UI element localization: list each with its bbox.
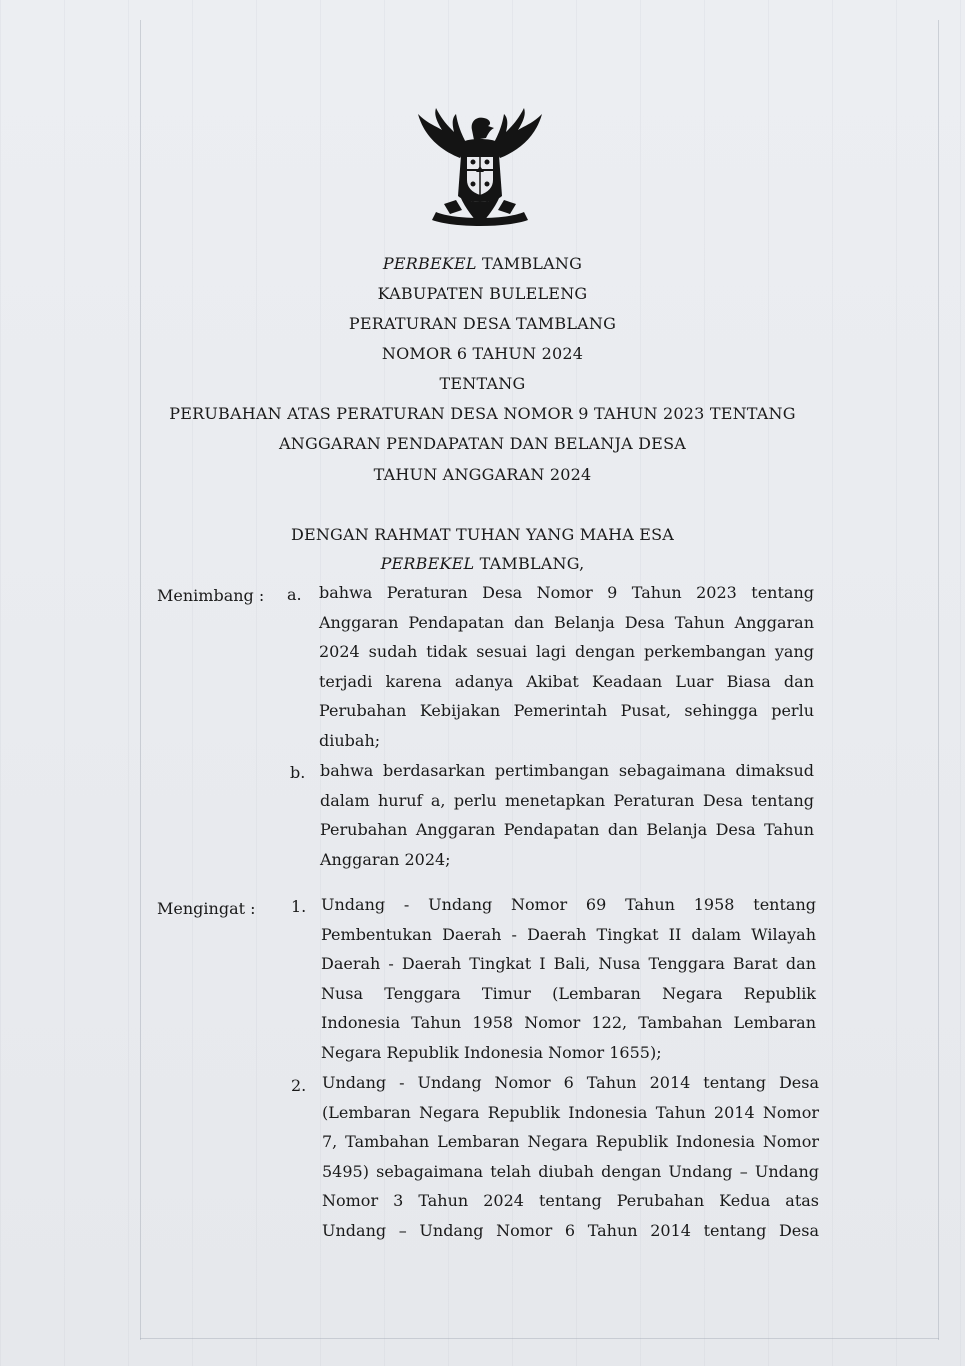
tentang-line: TENTANG <box>439 374 526 393</box>
text-line: Anggaran 2024; <box>320 849 451 869</box>
text-line: (Lembaran Negara Republik Indonesia Tahun 2014 Nomor <box>322 1102 819 1122</box>
text-line: Nusa Tenggara Timur (Lembaran Negara Republik <box>321 983 816 1003</box>
scan-margin-line <box>938 20 939 1340</box>
garuda-emblem-svg <box>410 100 550 240</box>
menimbang-marker-a: a. <box>287 585 302 604</box>
text-line: 7, Tambahan Lembaran Negara Republik Indonesia Nomor <box>322 1132 819 1152</box>
text-line: terjadi karena adanya Akibat Keadaan Luar Biasa dan <box>319 671 814 691</box>
text-line: Perubahan Kebijakan Pemerintah Pusat, sehingga perlu <box>319 701 814 721</box>
text-line: Undang - Undang Nomor 6 Tahun 2014 tentang Desa <box>322 1073 819 1092</box>
mengingat-marker-2: 2. <box>291 1076 307 1095</box>
menimbang-item-a <box>319 578 814 756</box>
mengingat-label: Mengingat : <box>157 899 256 918</box>
preamble-italic: PERBEKEL <box>380 554 475 573</box>
preamble-line-1: DENGAN RAHMAT TUHAN YANG MAHA ESA <box>290 525 675 544</box>
scan-margin-line <box>140 20 141 1340</box>
garuda-emblem-icon <box>410 100 550 240</box>
regency-line: KABUPATEN BULELENG <box>377 284 588 303</box>
issuer-rest: TAMBLANG <box>476 254 583 273</box>
regulation-type-line: PERATURAN DESA TAMBLANG <box>348 314 617 333</box>
issuer-line <box>0 254 965 273</box>
text-line: 5495) sebagaimana telah diubah dengan Undang – Undang <box>322 1161 819 1181</box>
mengingat-item-1 <box>321 890 816 1068</box>
text-line: Anggaran Pendapatan dan Belanja Desa Tahun Anggaran <box>319 612 814 632</box>
text-line: dalam huruf a, perlu menetapkan Peraturan Desa tentang <box>320 790 814 810</box>
text-line: Undang - Undang Nomor 69 Tahun 1958 tentang <box>321 895 816 914</box>
scan-margin-line <box>140 1338 939 1339</box>
preamble-rest: TAMBLANG, <box>474 554 585 573</box>
title-line-3: TAHUN ANGGARAN 2024 <box>373 465 592 484</box>
menimbang-item-b <box>320 756 814 874</box>
text-line: bahwa Peraturan Desa Nomor 9 Tahun 2023 tentang <box>319 583 814 602</box>
text-line: diubah; <box>319 730 381 750</box>
title-line-2: ANGGARAN PENDAPATAN DAN BELANJA DESA <box>279 434 686 453</box>
text-line: Perubahan Anggaran Pendapatan dan Belanja Desa Tahun <box>320 820 814 840</box>
preamble-line-2 <box>0 554 965 573</box>
text-line: 2024 sudah tidak sesuai lagi dengan perkembangan yang <box>319 642 814 662</box>
regulation-number-line: NOMOR 6 TAHUN 2024 <box>381 344 584 363</box>
text-line: Nomor 3 Tahun 2024 tentang Perubahan Kedua atas <box>322 1191 819 1211</box>
issuer-italic: PERBEKEL <box>382 254 477 273</box>
text-line: Daerah - Daerah Tingkat I Bali, Nusa Tenggara Barat dan <box>321 954 816 974</box>
menimbang-marker-b: b. <box>290 763 306 782</box>
title-line-1: PERUBAHAN ATAS PERATURAN DESA NOMOR 9 TAHUN 2023 TENTANG <box>169 404 796 423</box>
text-line: Negara Republik Indonesia Nomor 1655); <box>321 1042 662 1062</box>
mengingat-item-2 <box>322 1068 819 1246</box>
menimbang-label: Menimbang : <box>157 586 265 605</box>
mengingat-marker-1: 1. <box>291 897 307 916</box>
text-line: Indonesia Tahun 1958 Nomor 122, Tambahan Lembaran <box>321 1013 816 1033</box>
text-line: Pembentukan Daerah - Daerah Tingkat II dalam Wilayah <box>321 924 816 944</box>
text-line: Undang – Undang Nomor 6 Tahun 2014 tentang Desa <box>322 1220 819 1240</box>
text-line: bahwa berdasarkan pertimbangan sebagaimana dimaksud <box>320 761 814 780</box>
